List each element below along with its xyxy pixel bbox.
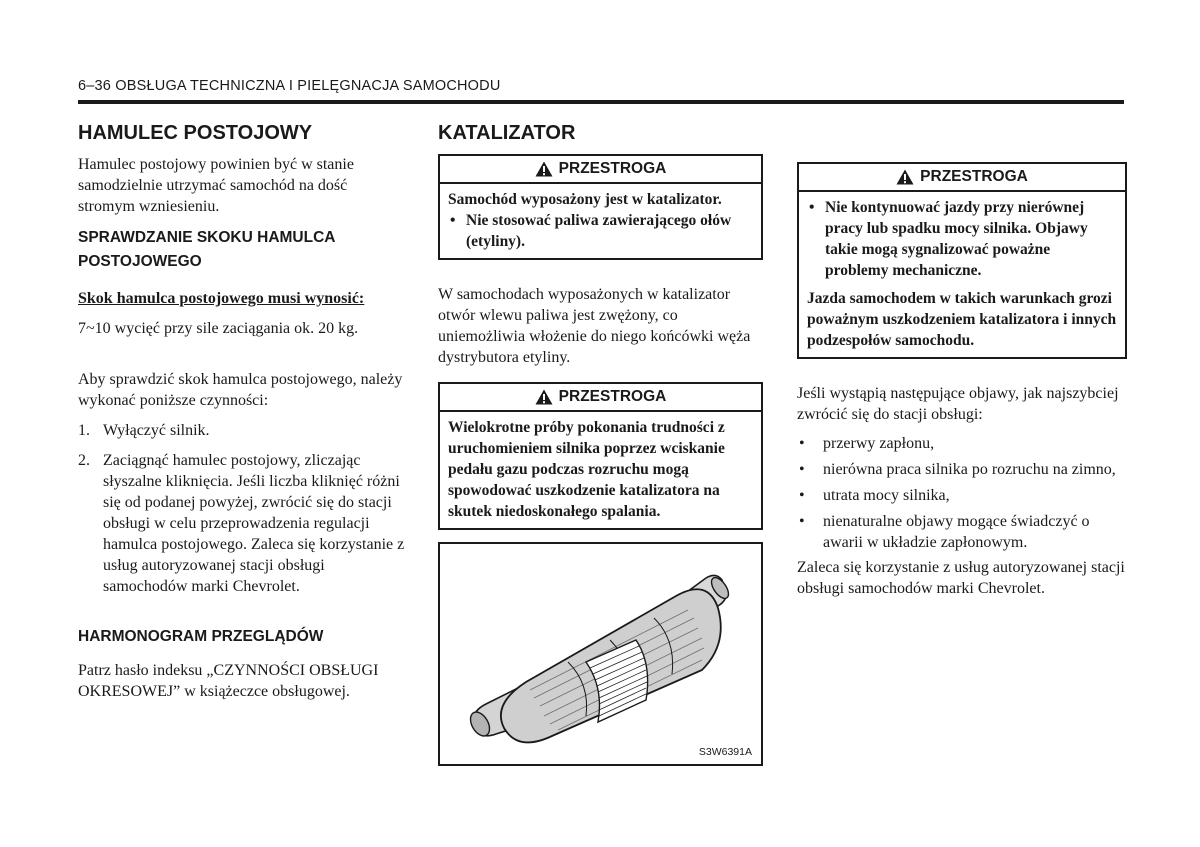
caution-label: PRZESTROGA: [558, 388, 667, 405]
check-intro: Aby sprawdzić skok hamulca postojowego, należy wykonać poniższe czynności:: [78, 371, 403, 409]
catalytic-converter-illustration: [440, 544, 761, 764]
symptoms-intro: Jeśli wystąpią następujące objawy, jak najszybciej zwrócić się do stacji obsługi:: [797, 385, 1119, 423]
caution-header: [440, 384, 761, 412]
parking-brake-intro: Hamulec postojowy powinien być w stanie samodzielnie utrzymać samochód na dość stromym wzniesieniu.: [78, 156, 354, 215]
warning-triangle-icon: [535, 389, 553, 405]
symptom-item: • nierówna praca silnika po rozruchu na zimno,: [797, 459, 1127, 480]
warning-triangle-icon: [896, 169, 914, 185]
catalyst-title: KATALIZATOR: [438, 122, 576, 144]
caution-lead: Samochód wyposażony jest w katalizator.: [448, 191, 722, 208]
travel-label: Skok hamulca postojowego musi wynosić:: [78, 290, 365, 307]
check-title: SPRAWDZANIE SKOKU HAMULCA POSTOJOWEGO: [78, 229, 335, 270]
caution-box-misfire: [797, 162, 1127, 359]
column-catalyst-continued: [797, 118, 1127, 599]
symptom-item: • nienaturalne objawy mogące świadczyć o awarii w układzie zapłonowym.: [797, 511, 1127, 553]
caution-header: [440, 156, 761, 184]
catalyst-figure: [438, 542, 763, 766]
caution-box-unleaded: [438, 154, 763, 260]
closing-text: Zaleca się korzystanie z usług autoryzowanej stacji obsługi samochodów marki Chevrolet.: [797, 559, 1125, 597]
travel-value: 7~10 wycięć przy sile zaciągania ok. 20 kg.: [78, 320, 359, 337]
symptom-item: • utrata mocy silnika,: [797, 485, 1127, 506]
symptom-item: • przerwy zapłonu,: [797, 433, 1127, 454]
caution-label: PRZESTROGA: [920, 168, 1028, 185]
caution-body: [799, 192, 1125, 357]
caution-bullet: • Nie kontynuować jazdy przy nierównej pracy lub spadku mocy silnika. Objawy takie mogą sygnalizować poważne problemy mechaniczne.: [807, 197, 1117, 281]
schedule-title: HARMONOGRAM PRZEGLĄDÓW: [78, 628, 324, 645]
caution-label: PRZESTROGA: [558, 160, 667, 177]
running-header: [78, 78, 1124, 94]
header-rule: [78, 100, 1124, 104]
caution-box-starting: [438, 382, 763, 530]
caution-bullet: • Nie stosować paliwa zawierającego ołów (etyliny).: [448, 210, 753, 252]
step-item: 2. Zaciągnąć hamulec postojowy, zliczając słyszalne kliknięcia. Jeśli liczba kliknięć różni się od podanej powyżej, zwrócić się do stacji obsługi w celu przeprowadzenia regulacji hamulca postojowego. Zaleca się korzystanie z usług autoryzowanej stacji obsługi samochodów marki Chevrolet.: [78, 452, 405, 595]
figure-code: S3W6391A: [698, 746, 752, 758]
column-catalyst: [438, 118, 763, 766]
check-steps: [78, 420, 408, 597]
schedule-text: Patrz hasło indeksu „CZYNNOŚCI OBSŁUGI OKRESOWEJ” w książeczce obsługowej.: [78, 662, 379, 700]
warning-triangle-icon: [535, 161, 553, 177]
catalyst-paragraph: W samochodach wyposażonych w katalizator otwór wlewu paliwa jest zwężony, co uniemożliwia włożenie do niego końcówki węża dystrybutora etyliny.: [438, 286, 751, 366]
caution-body: [440, 184, 761, 258]
caution-text: Jazda samochodem w takich warunkach grozi poważnym uszkodzeniem katalizatora i innych podzespołów samochodu.: [807, 290, 1117, 349]
header-title: 6–36 OBSŁUGA TECHNICZNA I PIELĘGNACJA SAMOCHODU: [78, 78, 501, 94]
step-item: 1. Wyłączyć silnik.: [78, 422, 210, 439]
symptoms-list: [797, 433, 1127, 553]
caution-body: [440, 412, 761, 528]
caution-text: Wielokrotne próby pokonania trudności z uruchomieniem silnika poprzez wciskanie pedału gazu podczas rozruchu mogą spowodować uszkodzenie katalizatora na skutek niedoskonałego spalania.: [448, 419, 725, 520]
parking-brake-title: HAMULEC POSTOJOWY: [78, 122, 313, 144]
column-parking-brake: [78, 118, 408, 702]
caution-header: [799, 164, 1125, 192]
